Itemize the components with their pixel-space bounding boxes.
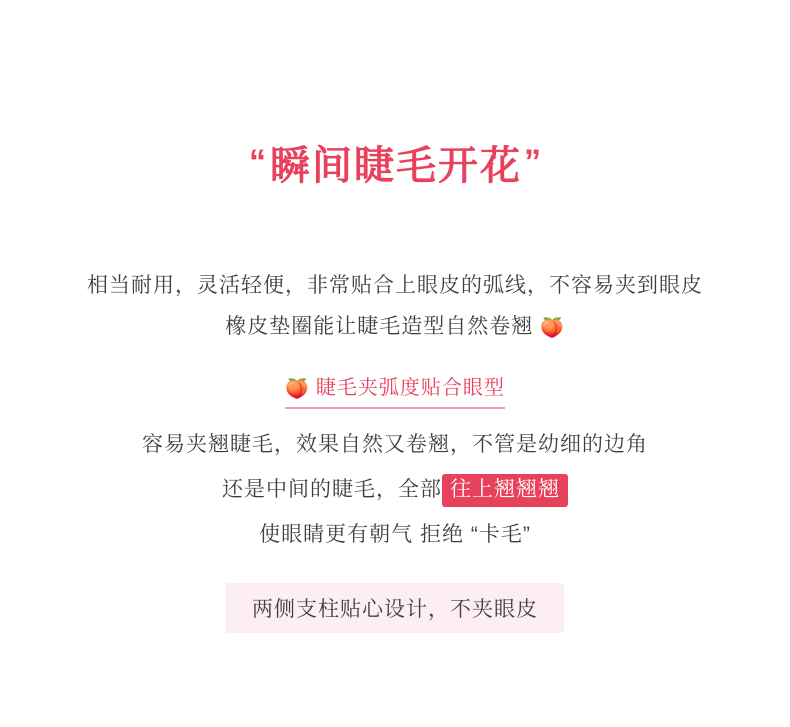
quote-close: ” [524, 143, 541, 181]
page-title [0, 140, 790, 192]
intro-line-2 [0, 305, 790, 350]
intro-line-2-text: 橡皮垫圈能让睫毛造型自然卷翘 [225, 314, 534, 338]
body-line-1: 容易夹翘睫毛，效果自然又卷翘，不管是幼细的边角 [142, 433, 648, 457]
intro-line-1: 相当耐用，灵活轻便，非常贴合上眼皮的弧线，不容易夹到眼皮 [87, 274, 703, 297]
footer-band-text: 两侧支柱贴心设计，不夹眼皮 [226, 583, 564, 633]
section-subheading-text: 睫毛夹弧度贴合眼型 [315, 377, 505, 400]
section-subheading [0, 371, 790, 409]
body-line-2-prefix: 还是中间的睫毛，全部 [222, 477, 442, 501]
page-title-text: 瞬间睫毛开花 [270, 144, 522, 188]
highlight-chip: 往上翘翘翘 [442, 474, 568, 507]
footer-band [0, 583, 790, 633]
intro-paragraph [0, 264, 790, 349]
peach-icon: 🍑 [285, 379, 310, 401]
peach-icon: 🍑 [540, 317, 565, 339]
section-subheading-inner [285, 371, 505, 409]
quote-open: “ [249, 143, 266, 181]
body-line-3: 使眼睛更有朝气 拒绝 “卡毛” [259, 522, 531, 546]
body-paragraph [0, 423, 790, 557]
body-line-2 [0, 468, 790, 513]
